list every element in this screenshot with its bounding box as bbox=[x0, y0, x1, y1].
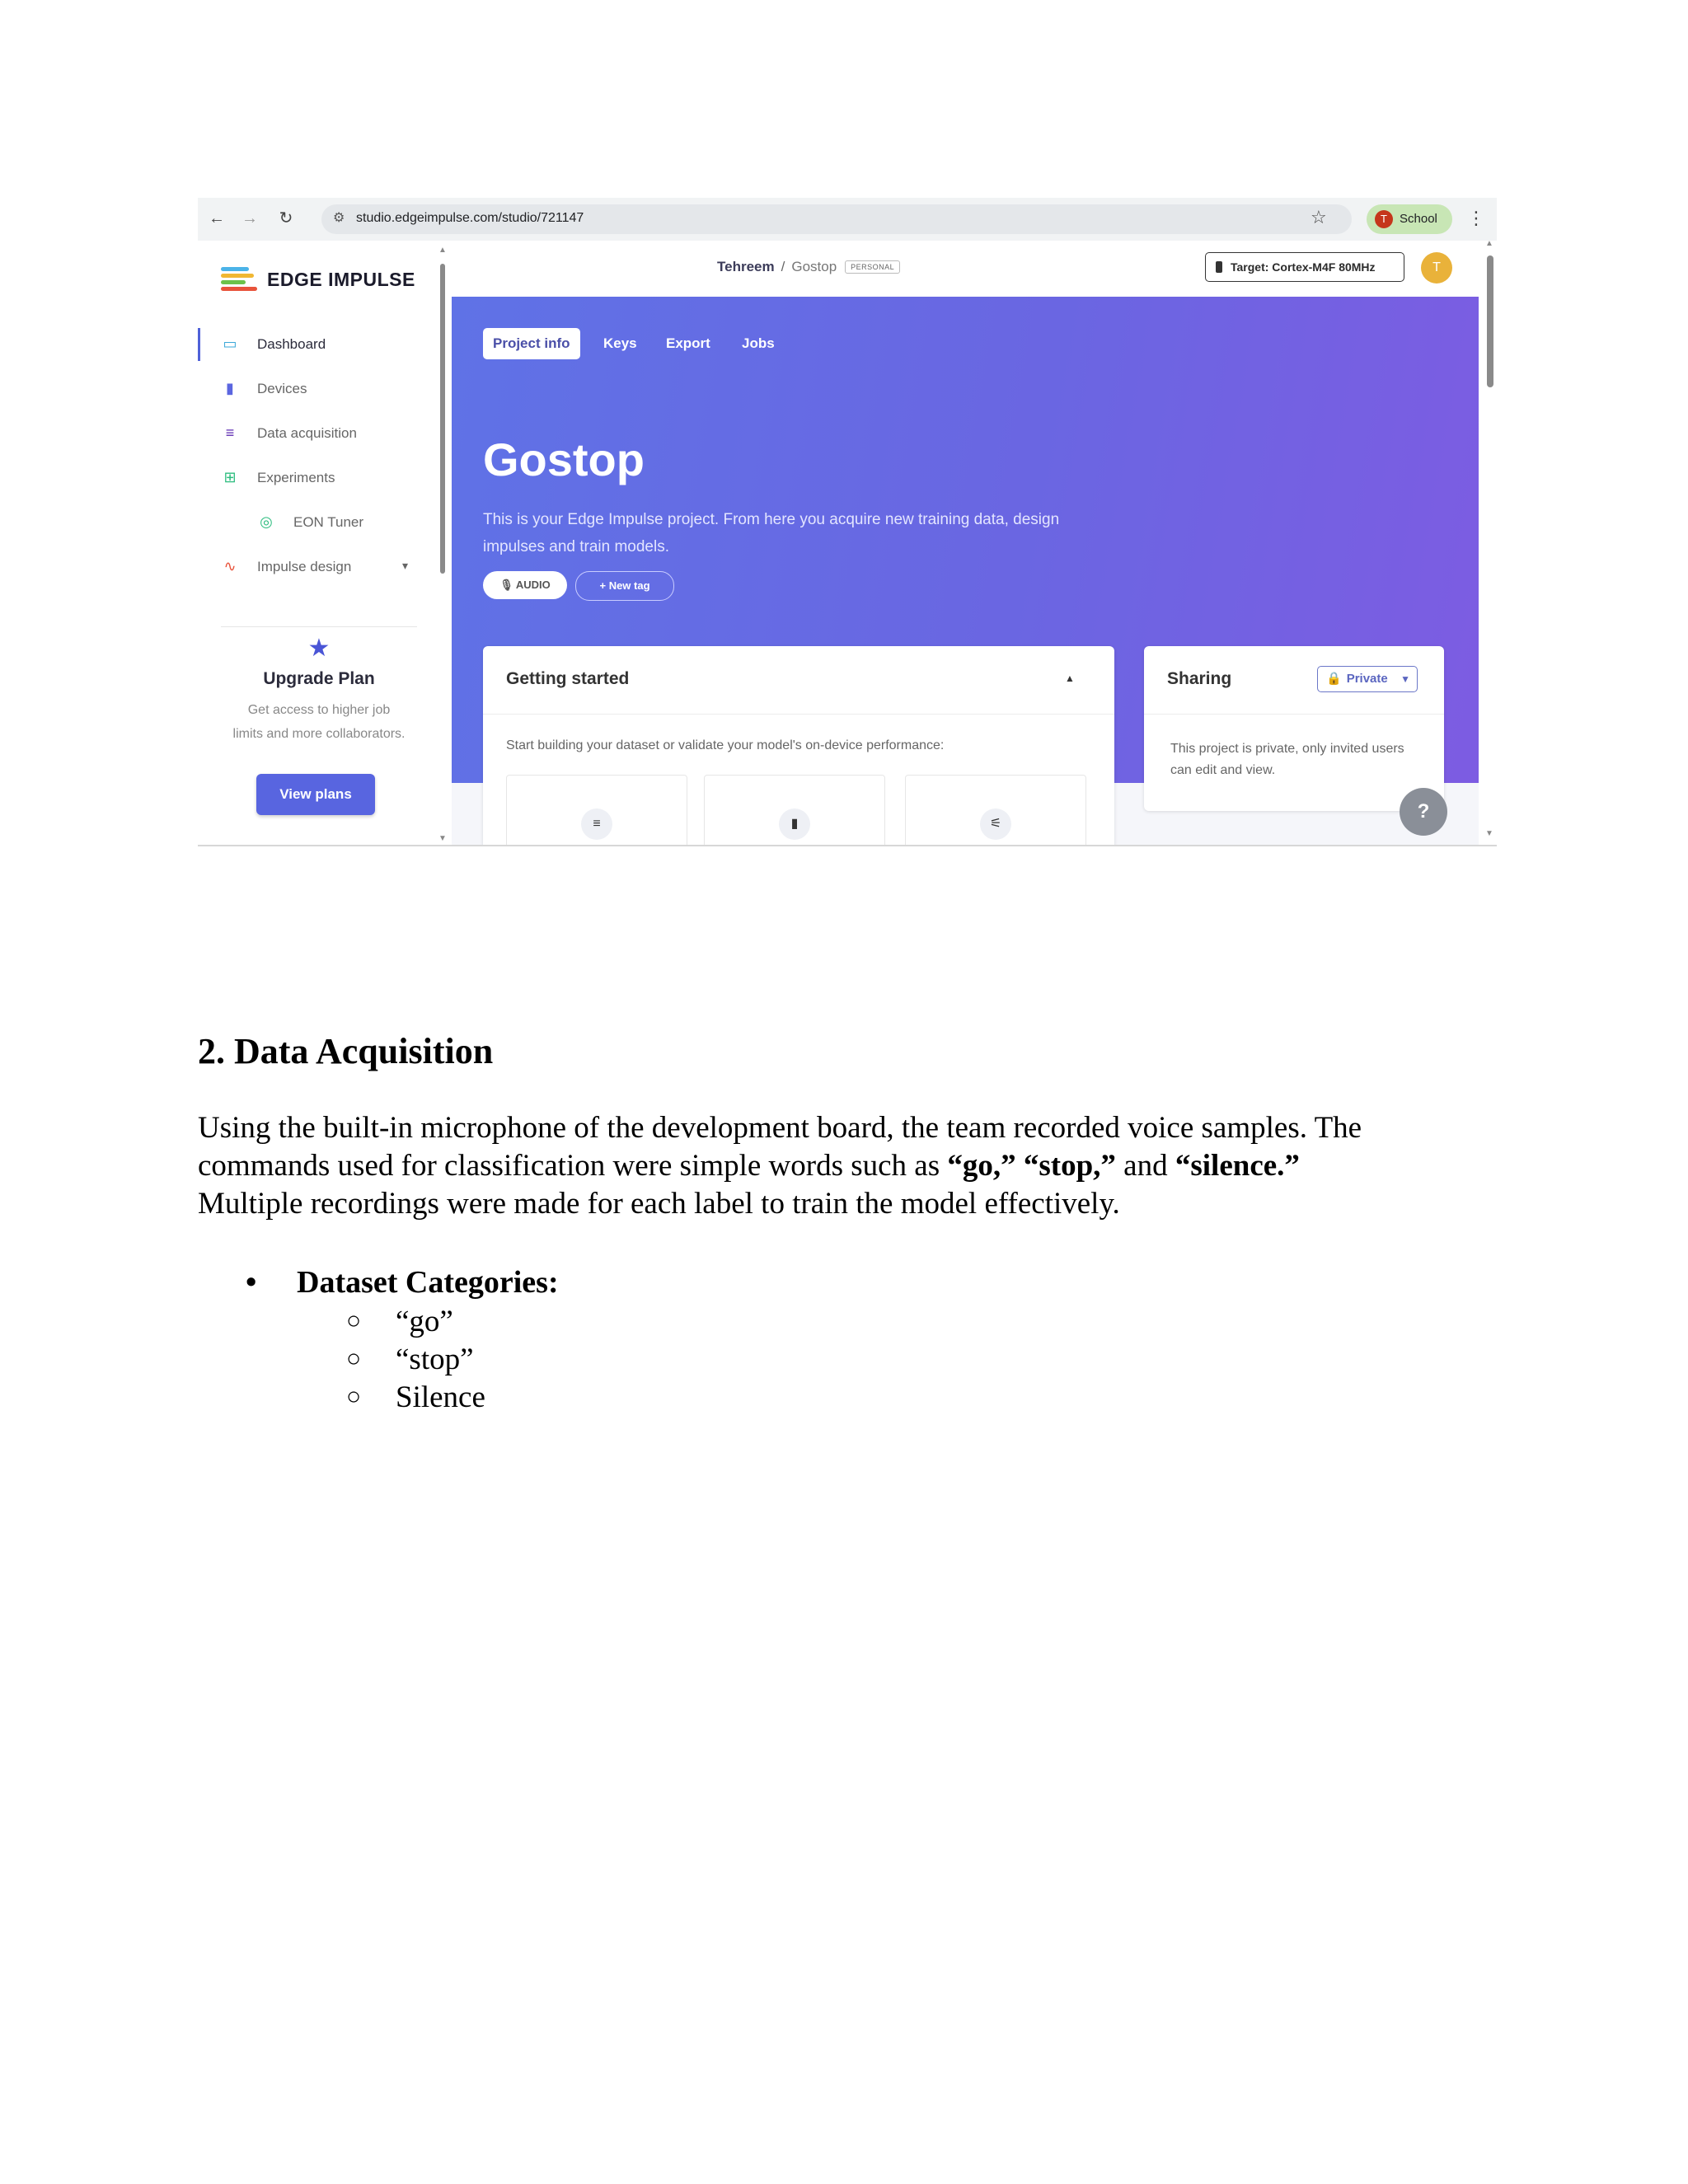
paragraph-text: commands used for classification were simple words such as bbox=[198, 1149, 948, 1183]
project-topbar bbox=[452, 241, 1479, 297]
pulse-icon: ∿ bbox=[223, 558, 237, 574]
browser-menu-icon[interactable]: ⋮ bbox=[1467, 208, 1485, 228]
active-indicator bbox=[198, 328, 200, 361]
sidebar-item-label: Data acquisition bbox=[257, 425, 357, 441]
visibility-label: Private bbox=[1346, 672, 1388, 686]
audio-tag[interactable] bbox=[483, 571, 567, 599]
edge-impulse-app bbox=[198, 241, 1497, 845]
sharing-text: This project is private, only invited users can edit and view. bbox=[1170, 742, 1404, 777]
project-description: This is your Edge Impulse project. From here you acquire new training data, design impulses and train models. bbox=[483, 511, 1060, 555]
sidebar-item-label: Devices bbox=[257, 381, 307, 396]
sidebar bbox=[198, 241, 437, 845]
getting-started-title: Getting started bbox=[506, 669, 630, 688]
getting-started-card bbox=[483, 646, 1114, 845]
chip-icon bbox=[1216, 261, 1222, 273]
collapse-icon[interactable]: ▲ bbox=[1065, 673, 1075, 684]
category-label: “stop” bbox=[396, 1343, 474, 1376]
circle-bullet-icon: ○ bbox=[346, 1345, 362, 1372]
profile-chip[interactable] bbox=[1367, 204, 1452, 234]
upgrade-title: Upgrade Plan bbox=[263, 669, 375, 688]
scrollbar-thumb[interactable] bbox=[440, 264, 445, 574]
option-card-dataset[interactable] bbox=[506, 775, 687, 845]
microphone-icon: 🎙 bbox=[499, 579, 516, 591]
address-url: studio.edgeimpulse.com/studio/721147 bbox=[356, 211, 584, 225]
sidebar-item-dashboard[interactable] bbox=[198, 326, 437, 363]
sidebar-item-experiments[interactable] bbox=[198, 460, 437, 496]
database-icon: ≡ bbox=[581, 808, 612, 840]
word-stop: “stop,” bbox=[1023, 1149, 1116, 1183]
bookmark-star-icon[interactable]: ☆ bbox=[1311, 207, 1327, 227]
target-device-button[interactable] bbox=[1205, 252, 1404, 282]
target-label: Target: Cortex-M4F 80MHz bbox=[1231, 260, 1376, 274]
embedded-screenshot bbox=[198, 198, 1497, 846]
new-tag-button[interactable] bbox=[575, 571, 674, 601]
paragraph-line: Multiple recordings were made for each label to train the model effectively. bbox=[198, 1187, 1120, 1221]
chevron-down-icon[interactable]: ▾ bbox=[402, 559, 409, 572]
personal-badge: PERSONAL bbox=[845, 260, 900, 274]
upgrade-description: Get access to higher job limits and more collaborators. bbox=[232, 703, 406, 741]
sharing-card bbox=[1144, 646, 1444, 811]
breadcrumb-separator: / bbox=[781, 259, 785, 274]
plus-icon: + bbox=[599, 579, 609, 592]
tab-project-info[interactable]: Project info bbox=[483, 328, 580, 359]
sharing-title: Sharing bbox=[1167, 669, 1232, 688]
section-heading: 2. Data Acquisition bbox=[198, 1031, 494, 1071]
browser-toolbar bbox=[198, 198, 1497, 241]
scroll-down-icon[interactable]: ▼ bbox=[438, 834, 447, 843]
database-icon: ≡ bbox=[225, 424, 235, 441]
scrollbar-thumb[interactable] bbox=[1487, 255, 1493, 387]
new-tag-label: New tag bbox=[608, 579, 650, 592]
word-silence: “silence.” bbox=[1175, 1149, 1300, 1183]
scroll-down-icon[interactable]: ▼ bbox=[1485, 829, 1493, 838]
user-avatar[interactable]: T bbox=[1421, 252, 1452, 284]
sidebar-item-label: Experiments bbox=[257, 470, 335, 485]
reload-icon[interactable]: ↻ bbox=[279, 209, 293, 227]
tab-export[interactable]: Export bbox=[666, 335, 710, 351]
chevron-down-icon: ▼ bbox=[1400, 673, 1410, 685]
profile-name: School bbox=[1400, 212, 1437, 226]
word-go: “go,” bbox=[947, 1149, 1016, 1183]
logo-text: EDGE IMPULSE bbox=[267, 269, 415, 290]
sidebar-item-label: EON Tuner bbox=[293, 514, 364, 530]
address-bar[interactable] bbox=[321, 204, 1352, 234]
sidebar-item-data-acquisition[interactable] bbox=[198, 415, 437, 452]
option-card-device[interactable] bbox=[704, 775, 885, 845]
visibility-dropdown[interactable] bbox=[1317, 666, 1418, 692]
compass-icon: ◎ bbox=[260, 513, 273, 530]
sidebar-scrollbar[interactable] bbox=[438, 246, 447, 843]
project-title: Gostop bbox=[483, 434, 645, 485]
device-icon: ▮ bbox=[226, 380, 234, 396]
breadcrumb bbox=[717, 259, 900, 275]
paragraph-line: Using the built-in microphone of the development board, the team recorded voice samples. The bbox=[198, 1111, 1362, 1145]
category-label: Silence bbox=[396, 1380, 485, 1414]
category-label: “go” bbox=[396, 1305, 453, 1338]
sidebar-item-label: Dashboard bbox=[257, 336, 326, 352]
tab-keys[interactable]: Keys bbox=[603, 335, 637, 351]
upgrade-plan-panel bbox=[221, 632, 417, 838]
view-plans-button[interactable]: View plans bbox=[256, 774, 375, 815]
circle-bullet-icon: ○ bbox=[346, 1383, 362, 1410]
tab-jobs[interactable]: Jobs bbox=[742, 335, 775, 351]
paragraph-text: and bbox=[1115, 1149, 1175, 1183]
site-settings-icon[interactable]: ⚙ bbox=[333, 211, 345, 225]
sliders-icon: ⚟ bbox=[980, 808, 1011, 840]
sidebar-item-eon-tuner[interactable] bbox=[198, 504, 437, 541]
lock-icon: 🔒 bbox=[1326, 672, 1342, 686]
card-divider bbox=[483, 714, 1114, 715]
main-content bbox=[452, 241, 1479, 845]
sidebar-item-label: Impulse design bbox=[257, 559, 352, 574]
sidebar-divider bbox=[221, 626, 417, 627]
bullet-icon: • bbox=[246, 1265, 257, 1300]
circle-bullet-icon: ○ bbox=[346, 1307, 362, 1334]
main-scrollbar[interactable] bbox=[1482, 241, 1497, 845]
getting-started-text: Start building your dataset or validate your model's on-device performance: bbox=[506, 738, 945, 752]
section-paragraph bbox=[198, 1109, 1500, 1223]
logo-icon bbox=[221, 265, 257, 292]
monitor-icon: ▭ bbox=[223, 335, 237, 352]
option-card-validate[interactable] bbox=[905, 775, 1086, 845]
breadcrumb-owner[interactable]: Tehreem bbox=[717, 259, 775, 274]
audio-tag-label: AUDIO bbox=[515, 579, 551, 591]
forward-icon[interactable]: → bbox=[241, 209, 258, 227]
scroll-up-icon[interactable]: ▲ bbox=[1485, 239, 1493, 248]
sparkle-star-icon: ★ bbox=[307, 635, 331, 662]
paragraph-line bbox=[198, 1147, 1500, 1185]
sidebar-item-impulse-design[interactable] bbox=[198, 549, 437, 585]
breadcrumb-project[interactable]: Gostop bbox=[791, 259, 837, 274]
sidebar-item-devices[interactable] bbox=[198, 371, 437, 407]
back-icon[interactable]: ← bbox=[209, 209, 225, 227]
help-icon[interactable]: ? bbox=[1400, 788, 1447, 836]
chip-icon: ▮ bbox=[779, 808, 810, 840]
grid-icon: ⊞ bbox=[223, 469, 237, 485]
list-title: Dataset Categories: bbox=[297, 1265, 559, 1300]
profile-avatar: T bbox=[1375, 210, 1393, 228]
scroll-up-icon[interactable]: ▲ bbox=[438, 246, 447, 255]
card-divider bbox=[1144, 714, 1444, 715]
